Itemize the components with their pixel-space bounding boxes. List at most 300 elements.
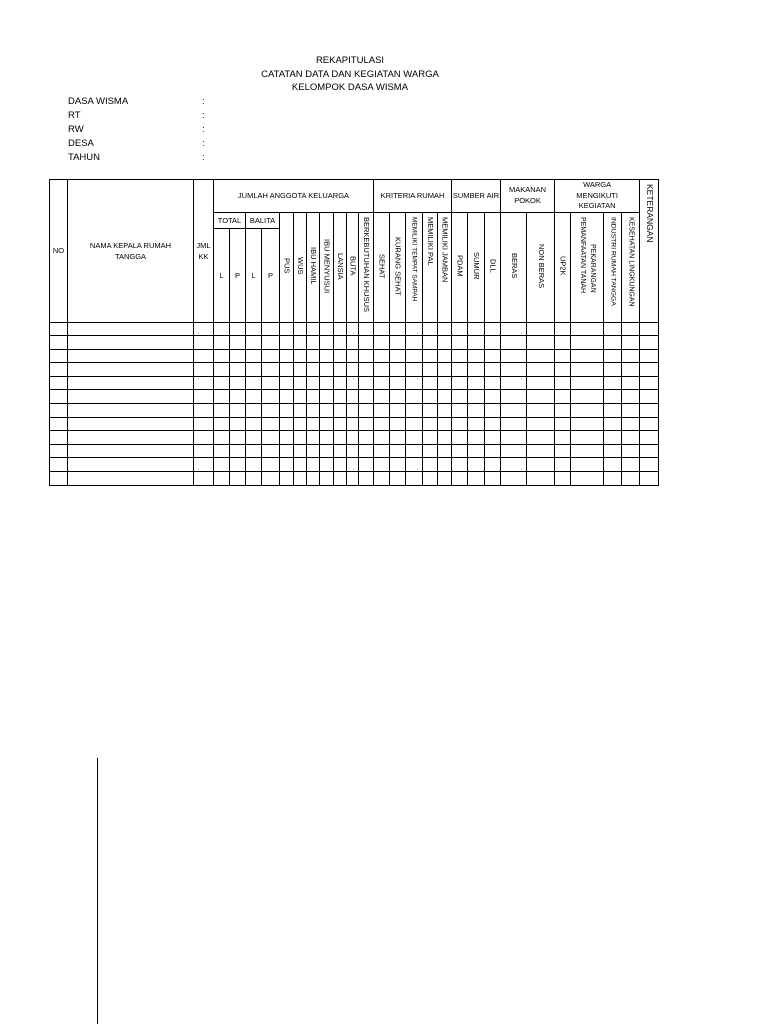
table-cell [359,322,374,336]
table-cell [320,376,334,390]
table-cell [230,336,246,350]
group-kriteria-rumah: KRITERIA RUMAH [374,180,452,213]
table-cell [334,417,347,431]
table-cell [214,444,230,458]
table-cell [571,458,604,472]
table-cell [347,376,359,390]
table-cell [246,322,262,336]
table-cell [555,363,571,377]
table-cell [246,390,262,404]
table-cell [194,431,214,445]
table-cell [438,376,452,390]
table-cell [468,404,485,418]
table-cell [555,322,571,336]
table-row [50,390,659,404]
table-cell [527,404,555,418]
table-cell [622,431,640,445]
table-cell [334,390,347,404]
table-cell [246,349,262,363]
table-cell [230,376,246,390]
table-cell [50,444,68,458]
table-cell [194,444,214,458]
table-cell [468,363,485,377]
table-cell [640,363,659,377]
table-cell [374,472,390,486]
table-cell [280,472,294,486]
table-cell [194,336,214,350]
table-cell [452,376,468,390]
col-keterangan [640,180,659,323]
table-cell [359,472,374,486]
table-cell [50,322,68,336]
table-cell [485,431,501,445]
table-cell [347,363,359,377]
table-cell [406,458,423,472]
table-cell [214,322,230,336]
table-cell [194,417,214,431]
table-cell [406,376,423,390]
ibu-hamil-label: IBU HAMIL [309,247,319,285]
kesehatan-label: KESEHATAN LINGKUNGAN [627,216,635,307]
table-cell [68,322,194,336]
table-cell [68,376,194,390]
table-cell [527,444,555,458]
table-cell [280,390,294,404]
table-cell [640,349,659,363]
table-cell [68,363,194,377]
table-cell [438,444,452,458]
table-cell [230,458,246,472]
table-cell [280,417,294,431]
col-kesehatan-lingkungan [622,212,640,322]
meta-label-rw: RW [68,124,84,135]
table-cell [50,404,68,418]
up2k-label: UP2K [558,256,568,276]
table-cell [438,458,452,472]
table-cell [280,349,294,363]
table-cell [374,322,390,336]
col-balita-p: P [262,228,280,322]
table-cell [640,417,659,431]
col-sehat [374,212,390,322]
table-cell [555,349,571,363]
table-cell [294,458,307,472]
table-cell [438,363,452,377]
table-cell [320,404,334,418]
table-cell [246,417,262,431]
subgroup-total: TOTAL [214,212,246,228]
table-cell [406,349,423,363]
table-cell [230,417,246,431]
table-cell [68,472,194,486]
table-cell [374,363,390,377]
table-cell [622,336,640,350]
table-cell [214,458,230,472]
beras-label: BERAS [509,253,519,279]
table-cell [68,349,194,363]
table-cell [320,431,334,445]
table-cell [468,431,485,445]
table-cell [307,390,320,404]
table-cell [262,444,280,458]
table-cell [527,417,555,431]
table-cell [347,472,359,486]
col-pus [280,212,294,322]
col-berkebutuhan-khusus [359,212,374,322]
table-cell [294,431,307,445]
table-cell [640,472,659,486]
table-cell [320,417,334,431]
table-cell [501,417,527,431]
table-cell [390,417,406,431]
table-cell [527,458,555,472]
table-cell [438,404,452,418]
table-cell [485,404,501,418]
table-cell [555,336,571,350]
table-cell [50,363,68,377]
table-cell [246,336,262,350]
table-cell [390,349,406,363]
table-cell [334,458,347,472]
table-cell [307,458,320,472]
sumur-label: SUMUR [472,252,482,280]
table-cell [571,363,604,377]
table-cell [390,363,406,377]
table-cell [452,322,468,336]
report-title: REKAPITULASI [315,55,385,66]
buta-label: BUTA [348,256,358,276]
table-cell [246,363,262,377]
table-row [50,417,659,431]
table-cell [423,472,438,486]
table-cell [214,349,230,363]
table-cell [640,458,659,472]
table-cell [622,376,640,390]
table-cell [230,431,246,445]
table-cell [50,458,68,472]
meta-label-dasa-wisma: DASA WISMA [68,96,129,107]
table-cell [423,376,438,390]
table-cell [571,431,604,445]
table-cell [604,431,622,445]
table-cell [307,417,320,431]
col-pemanfaatan-tanah [571,212,604,322]
table-cell [214,363,230,377]
table-cell [194,390,214,404]
meta-label-desa: DESA [68,138,94,149]
table-cell [68,417,194,431]
table-cell [246,431,262,445]
table-cell [374,376,390,390]
table-cell [485,444,501,458]
table-cell [468,458,485,472]
table-cell [194,376,214,390]
table-cell [262,472,280,486]
non-beras-label: NON BERAS [536,243,546,289]
industri-label: INDUSTRI RUMAH TANGGA [609,216,617,306]
table-cell [555,417,571,431]
table-cell [50,472,68,486]
table-cell [485,458,501,472]
table-row [50,349,659,363]
table-cell [262,404,280,418]
table-cell [50,417,68,431]
table-cell [334,322,347,336]
table-cell [452,349,468,363]
col-up2k [555,212,571,322]
table-cell [262,349,280,363]
table-cell [390,390,406,404]
meta-colon: : [202,124,205,135]
table-cell [622,349,640,363]
col-wus [294,212,307,322]
table-cell [555,404,571,418]
table-cell [452,417,468,431]
kurang-sehat-label: KURANG SEHAT [393,236,403,296]
table-cell [359,376,374,390]
table-cell [423,444,438,458]
table-cell [406,444,423,458]
table-cell [485,472,501,486]
table-cell [527,376,555,390]
table-cell [359,431,374,445]
table-cell [527,322,555,336]
pus-label: PUS [282,258,292,274]
table-cell [406,404,423,418]
table-cell [501,472,527,486]
table-cell [452,431,468,445]
table-cell [438,472,452,486]
table-row [50,376,659,390]
table-cell [230,322,246,336]
table-cell [438,390,452,404]
table-cell [294,376,307,390]
table-cell [280,322,294,336]
table-cell [571,336,604,350]
table-row [50,363,659,377]
table-cell [423,458,438,472]
table-cell [571,390,604,404]
meta-label-tahun: TAHUN [68,152,101,163]
table-cell [280,458,294,472]
table-cell [68,444,194,458]
meta-colon: : [202,110,205,121]
table-cell [468,336,485,350]
table-cell [194,363,214,377]
table-cell [294,363,307,377]
tempat-sampah-label: MEMILIKI TEMPAT SAMPAH [410,216,418,301]
table-cell [640,404,659,418]
table-cell [501,458,527,472]
table-cell [359,417,374,431]
table-cell [230,444,246,458]
table-cell [390,431,406,445]
table-cell [438,431,452,445]
table-cell [438,336,452,350]
table-cell [214,336,230,350]
dll-label: DLL [488,259,498,273]
memiliki-jamban-label: MEMILIKI JAMBAN [440,216,450,282]
table-cell [359,404,374,418]
col-memiliki-pal [423,212,438,322]
meta-colon: : [202,152,205,163]
table-cell [50,349,68,363]
group-warga-kegiatan: WARGA MENGIKUTI KEGIATAN [555,180,640,213]
table-cell [468,472,485,486]
table-cell [622,458,640,472]
table-cell [68,404,194,418]
col-industri-rumah-tangga [604,212,622,322]
group-makanan-pokok: MAKANAN POKOK [501,180,555,213]
table-cell [604,458,622,472]
table-cell [604,349,622,363]
table-cell [501,322,527,336]
table-cell [468,390,485,404]
col-dll [485,212,501,322]
meta-label-rt: RT [68,110,81,121]
table-cell [622,363,640,377]
table-cell [307,444,320,458]
table-cell [406,472,423,486]
table-cell [320,363,334,377]
table-cell [280,404,294,418]
table-cell [347,431,359,445]
table-cell [68,458,194,472]
table-cell [230,363,246,377]
table-row [50,472,659,486]
table-cell [307,472,320,486]
table-cell [640,376,659,390]
table-cell [294,472,307,486]
table-cell [359,444,374,458]
table-cell [50,336,68,350]
table-cell [307,404,320,418]
table-cell [390,472,406,486]
table-cell [262,390,280,404]
table-cell [452,444,468,458]
table-cell [374,458,390,472]
col-total-l: L [214,228,230,322]
table-cell [68,431,194,445]
table-cell [320,390,334,404]
table-cell [294,404,307,418]
table-cell [347,336,359,350]
table-cell [307,336,320,350]
table-cell [294,390,307,404]
table-cell [406,417,423,431]
table-cell [390,444,406,458]
table-cell [571,417,604,431]
table-cell [262,376,280,390]
table-row [50,336,659,350]
col-kurang-sehat [390,212,406,322]
table-cell [246,404,262,418]
table-cell [294,444,307,458]
table-cell [622,404,640,418]
table-cell [262,458,280,472]
table-cell [334,349,347,363]
table-cell [307,376,320,390]
table-cell [468,349,485,363]
table-cell [230,390,246,404]
margin-line [97,758,98,1024]
table-cell [359,458,374,472]
table-cell [571,376,604,390]
table-cell [320,458,334,472]
col-ibu-menyusui [320,212,334,322]
keterangan-label: KETERANGAN [644,184,655,243]
table-cell [334,336,347,350]
table-cell [294,349,307,363]
table-cell [230,349,246,363]
table-cell [622,444,640,458]
table-cell [374,404,390,418]
table-cell [230,472,246,486]
table-cell [406,322,423,336]
table-cell [423,390,438,404]
table-cell [214,431,230,445]
table-cell [390,458,406,472]
table-cell [423,404,438,418]
report-subtitle: CATATAN DATA DAN KEGIATAN WARGA [261,69,439,80]
table-cell [280,376,294,390]
table-cell [555,458,571,472]
table-cell [320,322,334,336]
table-cell [527,336,555,350]
lansia-label: LANSIA [336,252,346,280]
col-memiliki-jamban [438,212,452,322]
table-cell [194,472,214,486]
table-cell [334,472,347,486]
table-cell [347,444,359,458]
table-cell [423,336,438,350]
table-cell [194,322,214,336]
pemanfaatan-label-1: PEMANFAATAN TANAH [579,216,587,293]
group-jumlah-anggota: JUMLAH ANGGOTA KELUARGA [214,180,374,213]
table-cell [359,336,374,350]
table-cell [485,376,501,390]
report-group: KELOMPOK DASA WISMA [291,82,409,93]
table-cell [604,404,622,418]
col-total-p: P [230,228,246,322]
table-cell [622,472,640,486]
table-cell [571,472,604,486]
table-cell [359,363,374,377]
table-cell [347,349,359,363]
col-buta [347,212,359,322]
table-cell [390,322,406,336]
table-cell [501,349,527,363]
table-cell [334,444,347,458]
table-cell [307,322,320,336]
table-cell [604,322,622,336]
table-cell [501,363,527,377]
table-cell [452,404,468,418]
sehat-label: SEHAT [377,253,387,279]
table-cell [214,390,230,404]
table-cell [438,349,452,363]
table-cell [555,376,571,390]
table-cell [485,336,501,350]
table-cell [527,390,555,404]
table-cell [468,417,485,431]
meta-colon: : [202,96,205,107]
table-row [50,322,659,336]
table-cell [501,376,527,390]
table-cell [468,322,485,336]
table-cell [622,390,640,404]
group-sumber-air: SUMBER AIR [452,180,501,213]
